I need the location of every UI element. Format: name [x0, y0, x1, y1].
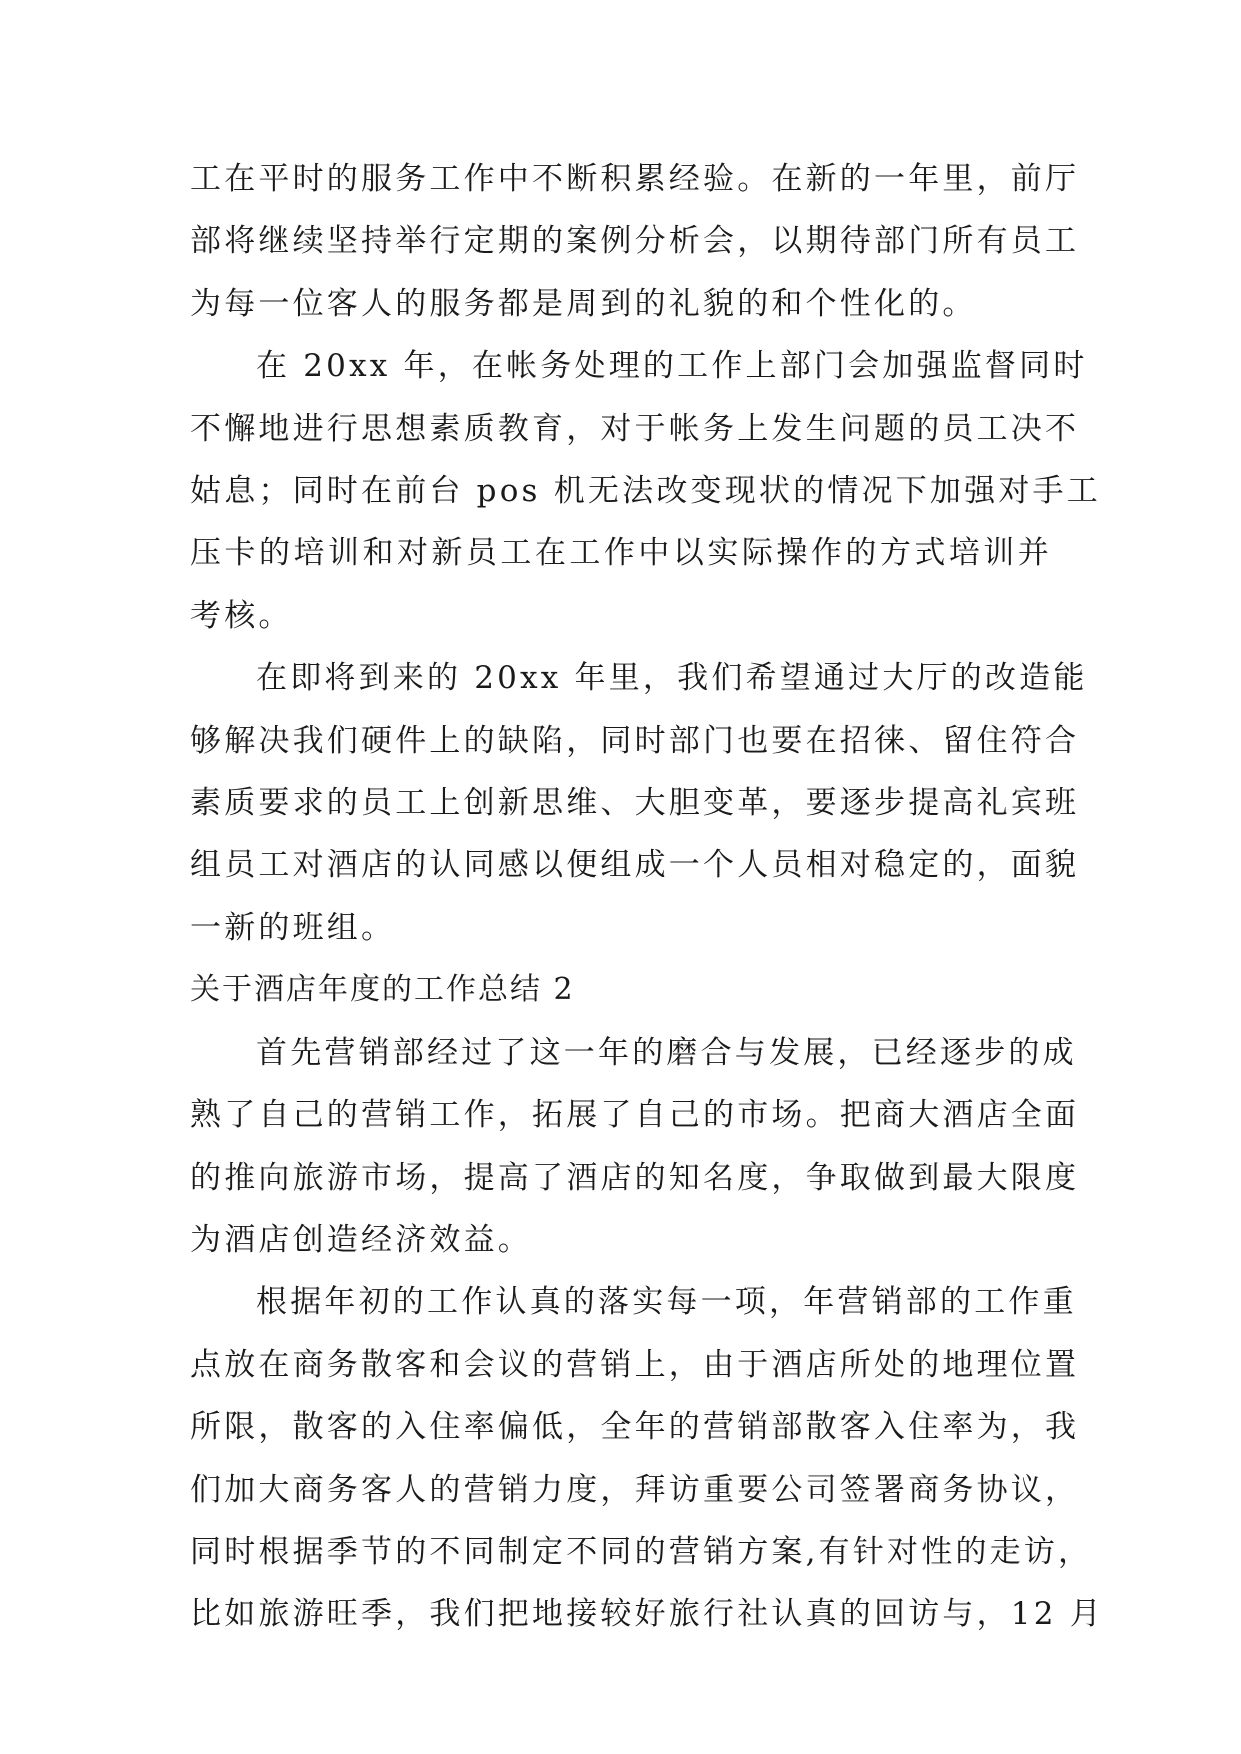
text-line: 在即将到来的 20xx 年里，我们希望通过大厅的改造能	[256, 660, 1088, 697]
text-line: 在 20xx 年，在帐务处理的工作上部门会加强监督同时	[256, 348, 1088, 385]
paragraph	[190, 148, 1080, 335]
text-line: 同时根据季节的不同制定不同的营销方案,有针对性的走访，	[190, 1533, 1093, 1570]
text-line: 为每一位客人的服务都是周到的礼貌的和个性化的。	[190, 285, 977, 322]
text-line: 的推向旅游市场，提高了酒店的知名度，争取做到最大限度	[190, 1159, 1080, 1196]
text-line: 够解决我们硬件上的缺陷，同时部门也要在招徕、留住符合	[190, 722, 1080, 759]
text-line: 根据年初的工作认真的落实每一项，年营销部的工作重	[256, 1284, 1077, 1321]
text-line: 考核。	[190, 597, 293, 634]
text-line: 比如旅游旺季，我们把地接较好旅行社认真的回访与，12 月	[190, 1596, 1104, 1633]
text-line: 熟了自己的营销工作，拓展了自己的市场。把商大酒店全面	[190, 1097, 1080, 1134]
text-line: 素质要求的员工上创新思维、大胆变革，要逐步提高礼宾班	[190, 785, 1080, 822]
document-body	[190, 148, 1104, 1646]
text-line: 压卡的培训和对新员工在工作中以实际操作的方式培训并	[190, 535, 1052, 572]
paragraph	[190, 1022, 1080, 1272]
text-line: 首先营销部经过了这一年的磨合与发展，已经逐步的成	[256, 1034, 1077, 1071]
paragraph	[190, 647, 1088, 959]
paragraph	[190, 335, 1101, 647]
text-line: 为酒店创造经济效益。	[190, 1221, 532, 1258]
text-line: 所限，散客的入住率偏低，全年的营销部散客入住率为，我	[190, 1409, 1080, 1446]
text-line: 工在平时的服务工作中不断积累经验。在新的一年里，前厅	[190, 161, 1080, 197]
text-line: 不懈地进行思想素质教育，对于帐务上发生问题的员工决不	[190, 410, 1080, 447]
text-line: 姑息；同时在前台 pos 机无法改变现状的情况下加强对手工	[190, 473, 1101, 510]
text-line: 部将继续坚持举行定期的案例分析会，以期待部门所有员工	[190, 223, 1080, 260]
text-line: 们加大商务客人的营销力度，拜访重要公司签署商务协议，	[190, 1471, 1080, 1508]
text-line: 点放在商务散客和会议的营销上，由于酒店所处的地理位置	[190, 1346, 1080, 1383]
paragraph	[190, 1271, 1104, 1645]
text-line: 组员工对酒店的认同感以便组成一个人员相对稳定的，面貌	[190, 847, 1080, 884]
text-line: 一新的班组。	[190, 909, 396, 946]
section-heading: 关于酒店年度的工作总结 2	[190, 972, 575, 1008]
